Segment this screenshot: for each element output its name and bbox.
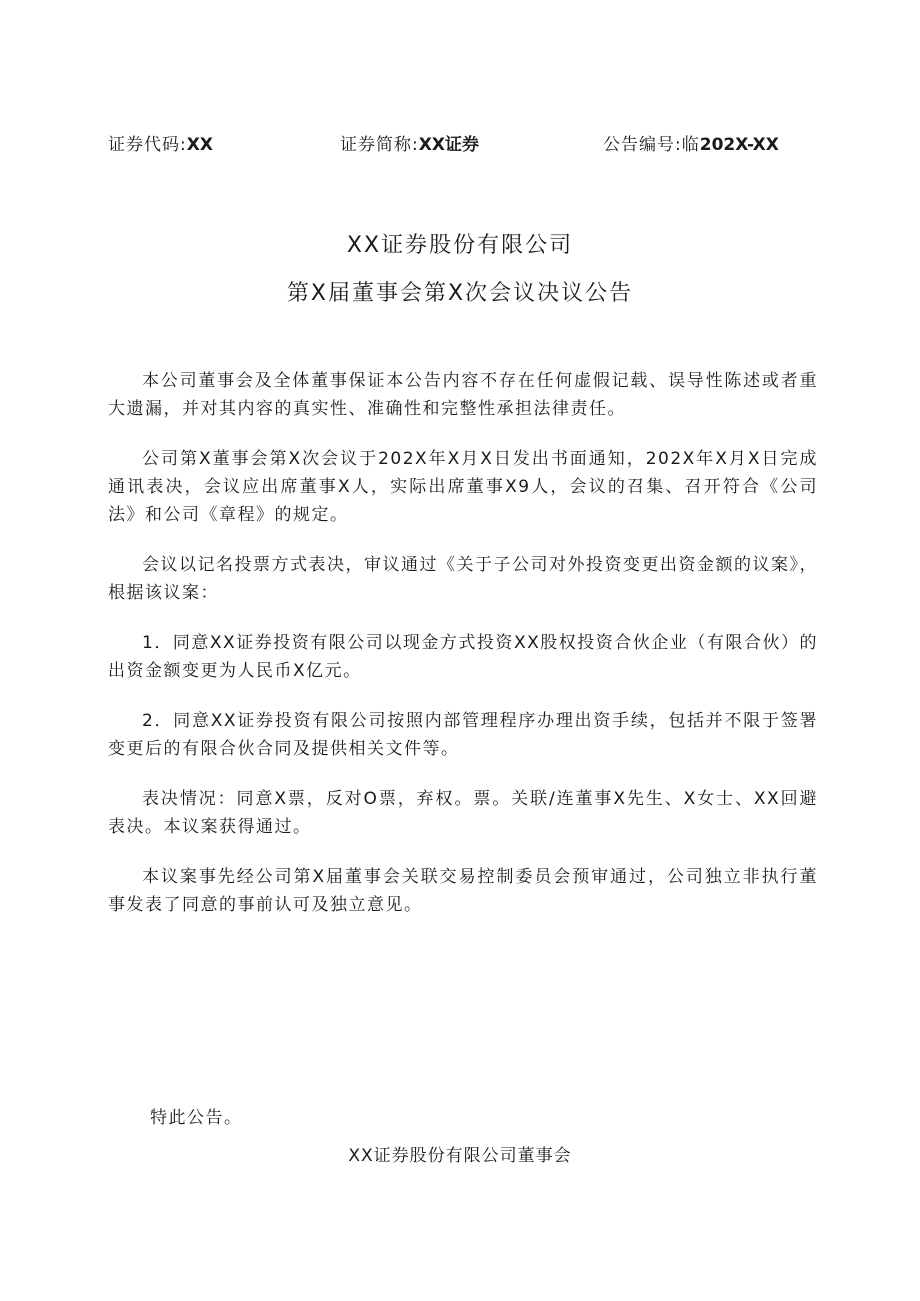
notice-number-label: 公告编号:临 <box>603 135 700 155</box>
securities-abbreviation-value: XX证券 <box>418 135 479 155</box>
paragraph-guarantee: 本公司董事会及全体董事保证本公告内容不存在任何虚假记载、误导性陈述或者重大遗漏，并对其内容的真实性、准确性和完整性承担法律责任。 <box>108 371 818 419</box>
notice-number <box>603 133 779 157</box>
securities-header <box>108 133 808 157</box>
board-signature: XX证券股份有限公司董事会 <box>348 1146 572 1166</box>
closing-statement: 特此公告。 <box>150 1108 243 1128</box>
paragraph-item-1: 1．同意XX证券投资有限公司以现金方式投资XX股权投资合伙企业（有限合伙）的出资金额变更为人民币X亿元。 <box>108 633 818 681</box>
securities-abbreviation <box>340 133 479 157</box>
announcement-title: 第X届董事会第X次会议决议公告 <box>286 281 634 306</box>
notice-number-value: 202X-XX <box>699 135 779 155</box>
paragraph-meeting-info: 公司第X董事会第X次会议于202X年X月X日发出书面通知，202X年X月X日完成通讯表决，会议应出席董事X人，实际出席董事X9人，会议的召集、召开符合《公司法》和公司《章程》的规定。 <box>108 449 818 525</box>
securities-code-value: XX <box>186 135 213 155</box>
paragraph-resolution-intro: 会议以记名投票方式表决，审议通过《关于子公司对外投资变更出资金额的议案》，根据该议案： <box>108 555 818 603</box>
company-title: XX证券股份有限公司 <box>346 233 574 258</box>
paragraph-item-2: 2．同意XX证券投资有限公司按照内部管理程序办理出资手续，包括并不限于签署变更后的有限合伙合同及提供相关文件等。 <box>108 711 818 759</box>
announcement-body <box>108 367 818 941</box>
securities-code-label: 证券代码: <box>108 135 187 155</box>
securities-code <box>108 133 213 157</box>
paragraph-voting-result: 表决情况：同意X票，反对O票，弃权。票。关联/连董事X先生、X女士、XX回避表决。本议案获得通过。 <box>108 789 818 837</box>
securities-abbreviation-label: 证券简称: <box>340 135 419 155</box>
paragraph-committee-review: 本议案事先经公司第X届董事会关联交易控制委员会预审通过，公司独立非执行董事发表了同意的事前认可及独立意见。 <box>108 867 818 915</box>
